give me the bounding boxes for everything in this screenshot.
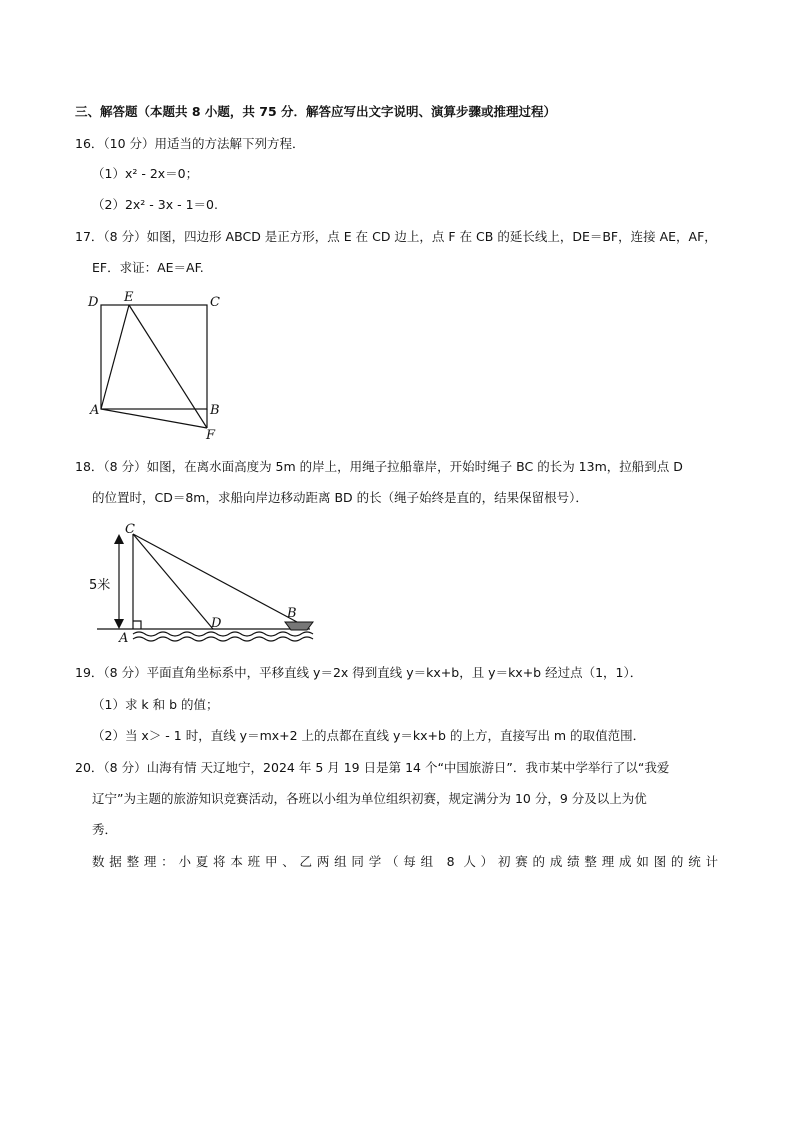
wave-2 bbox=[133, 637, 313, 641]
label-c: C bbox=[210, 295, 220, 310]
q17-stem-line1: 17．（8 分）如图，四边形 ABCD 是正方形，点 E 在 CD 边上，点 F 在 CB 的延长线上，DE＝BF，连接 AE，AF， bbox=[75, 229, 717, 244]
q16-part2: （2）2x² - 3x - 1＝0. bbox=[92, 197, 218, 212]
q19-part1: （1）求 k 和 b 的值； bbox=[92, 697, 219, 712]
arrow-down-icon bbox=[114, 619, 124, 629]
label-c: C bbox=[125, 522, 135, 537]
arrow-up-icon bbox=[114, 534, 124, 544]
label-d: D bbox=[211, 616, 222, 631]
q18-boat-figure bbox=[85, 520, 330, 645]
label-e: E bbox=[124, 290, 134, 305]
height-label: 5米 bbox=[89, 578, 111, 593]
q16-part1: （1）x² - 2x＝0； bbox=[92, 166, 199, 181]
q20-stem-line2: 辽宁”为主题的旅游知识竞赛活动，各班以小组为单位组织初赛，规定满分为 10 分，9 分及以上为优 bbox=[92, 791, 647, 806]
segment-af bbox=[101, 409, 207, 428]
q19-part2: （2）当 x＞ - 1 时，直线 y＝mx+2 上的点都在直线 y＝kx+b 的上方，直接写出 m 的取值范围． bbox=[92, 728, 646, 743]
label-b: B bbox=[210, 403, 220, 418]
q18-stem-line1: 18．（8 分）如图，在离水面高度为 5m 的岸上，用绳子拉船靠岸，开始时绳子 BC 的长为 13m，拉船到点 D bbox=[75, 459, 683, 474]
right-angle-mark bbox=[133, 621, 141, 629]
q19-stem: 19．（8 分）平面直角坐标系中，平移直线 y＝2x 得到直线 y＝kx+b，且 y＝kx+b 经过点（1，1）． bbox=[75, 665, 643, 680]
rope-cd bbox=[133, 534, 213, 629]
q20-stem-line4: 数据整理：小夏将本班甲、乙两组同学（每组 8 人）初赛的成绩整理成如图的统计 bbox=[92, 854, 718, 869]
square-abcd bbox=[101, 305, 207, 409]
segment-ae bbox=[101, 305, 129, 409]
q20-stem-line1: 20．（8 分）山海有情 天辽地宁，2024 年 5 月 19 日是第 14 个“中国旅游日”．我市某中学举行了以“我爱 bbox=[75, 760, 670, 775]
section-header: 三、解答题（本题共 8 小题，共 75 分．解答应写出文字说明、演算步骤或推理过程） bbox=[75, 104, 557, 119]
wave-1 bbox=[133, 632, 313, 636]
label-b: B bbox=[287, 606, 297, 621]
q17-stem-line2: EF．求证：AE＝AF. bbox=[92, 260, 204, 275]
q17-square-figure bbox=[84, 288, 234, 443]
rope-cb bbox=[133, 534, 297, 622]
q20-stem-line3: 秀． bbox=[92, 822, 118, 837]
q16-stem: 16．（10 分）用适当的方法解下列方程． bbox=[75, 136, 305, 151]
label-d: D bbox=[88, 295, 99, 310]
label-a: A bbox=[90, 403, 100, 418]
q18-stem-line2: 的位置时，CD＝8m，求船向岸边移动距离 BD 的长（绳子始终是直的，结果保留根号）． bbox=[92, 490, 588, 505]
label-f: F bbox=[206, 428, 216, 443]
label-a: A bbox=[119, 631, 129, 645]
